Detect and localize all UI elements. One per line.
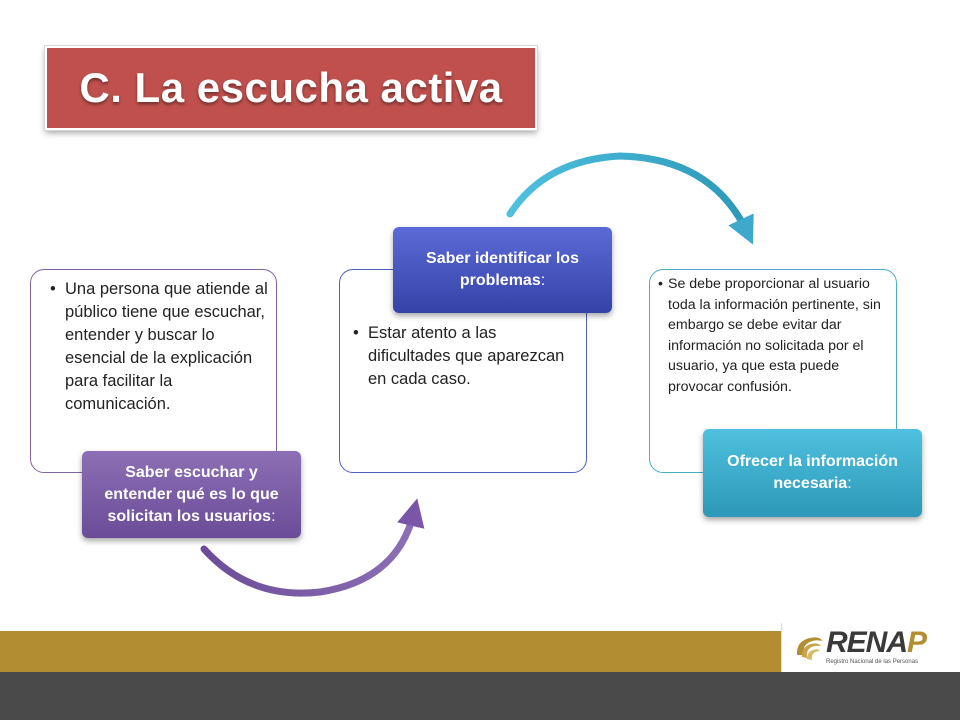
step-1-heading (90, 462, 293, 528)
renap-wordmark-accent: P (907, 626, 927, 659)
step-1-bullet: • Una persona que atiende al público tiene que escuchar, entender y buscar lo esencial de la explicación para facilitar la comunicación. (65, 278, 273, 416)
step-3-bullet: • Se debe proporcionar al usuario toda la información pertinente, sin embargo se debe evitar dar información no solicitada por el usuario, ya que esta puede provocar confusión. (668, 274, 896, 397)
step-1-heading-colon: : (271, 507, 276, 525)
step-3-bullet-list (652, 274, 896, 397)
step-3-heading (711, 451, 914, 495)
step-1-heading-card (82, 451, 301, 538)
arrow-blue (510, 156, 747, 232)
step-1-bullet-list (41, 278, 273, 416)
footer-gray-band (0, 672, 960, 720)
step-1-content-box (30, 269, 277, 473)
step-3-heading-text: Ofrecer la información necesaria (727, 453, 898, 492)
renap-subtitle: Registro Nacional de las Personas (826, 659, 919, 665)
renap-wordmark-main: RENA (826, 626, 908, 659)
renap-logo (781, 623, 960, 672)
renap-wordmark (826, 627, 926, 659)
step-2-bullet: • Estar atento a las dificultades que aparezcan en cada caso. (368, 322, 582, 391)
step-2-heading (401, 248, 604, 292)
step-3-heading-card (703, 429, 922, 517)
slide-title: C. La escucha activa (79, 64, 503, 111)
step-2-heading-card (393, 227, 612, 313)
step-2-bullet-list (344, 322, 582, 391)
step-2-heading-colon: : (540, 272, 546, 289)
step-3-heading-colon: : (847, 475, 852, 492)
renap-emblem-icon (794, 633, 824, 661)
step-2-heading-text: Saber identificar los problemas (426, 250, 579, 289)
step-1-heading-text: Saber escuchar y entender qué es lo que solicitan los usuarios (104, 463, 279, 525)
